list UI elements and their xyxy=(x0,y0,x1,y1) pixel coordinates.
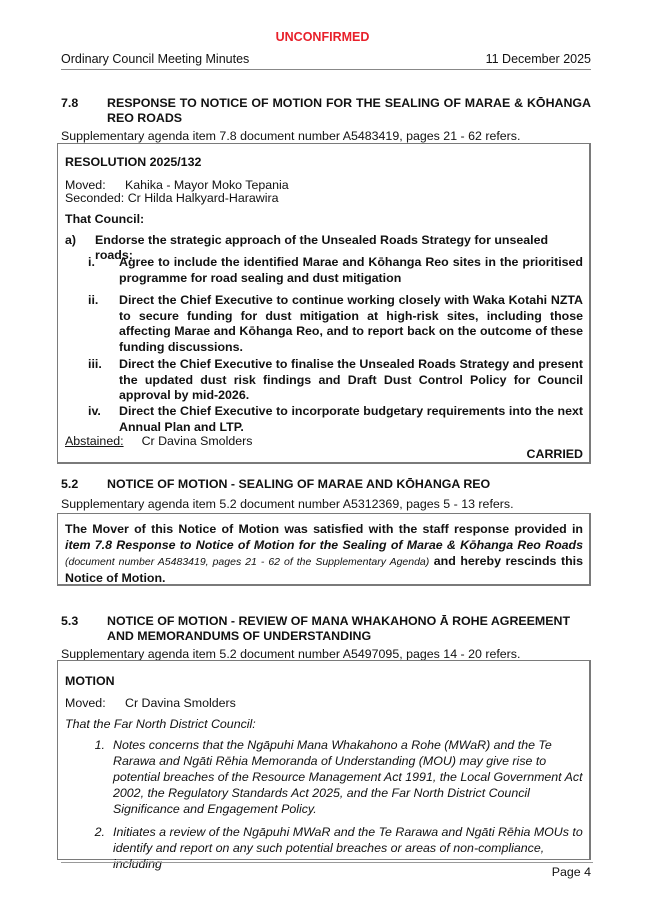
statement-document-reference: (document number A5483419, pages 21 - 62 of the Supplementary Agenda) xyxy=(65,556,430,568)
motion-item-key: 2. xyxy=(94,825,105,839)
seconded-label: Seconded: xyxy=(65,191,125,205)
section-title: NOTICE OF MOTION - REVIEW OF MANA WHAKAHONO Ā ROHE AGREEMENT AND MEMORANDUMS OF UNDERSTANDING xyxy=(107,614,571,643)
resolution-box xyxy=(57,143,591,464)
item-text: Endorse the strategic approach of the Unsealed Roads Strategy for unsealed roads: xyxy=(95,233,549,262)
motion-item-key: 1. xyxy=(94,738,105,752)
statement-text: and hereby rescinds this Notice of Motion. xyxy=(65,554,583,585)
unconfirmed-status-label: UNCONFIRMED xyxy=(275,30,370,44)
seconded-row xyxy=(65,191,583,206)
carried-label: CARRIED xyxy=(526,447,583,461)
subitem-key: iv. xyxy=(88,404,101,418)
section-number: 5.2 xyxy=(61,477,79,491)
moved-value: Cr Davina Smolders xyxy=(125,696,236,710)
footer-divider xyxy=(61,862,593,863)
section-5-2-reference: Supplementary agenda item 5.2 document number A5312369, pages 5 - 13 refers. xyxy=(61,497,514,511)
document-title: Ordinary Council Meeting Minutes xyxy=(61,52,250,66)
motion-heading: MOTION xyxy=(65,674,115,688)
section-number: 7.8 xyxy=(61,96,79,110)
header-divider xyxy=(61,69,591,70)
meeting-date: 11 December 2025 xyxy=(485,52,591,66)
moved-value: Kahika - Mayor Moko Tepania xyxy=(125,178,289,192)
motion-box xyxy=(57,660,591,871)
resolution-heading: RESOLUTION 2025/132 xyxy=(65,155,202,169)
motion-item xyxy=(83,737,583,817)
section-5-2-heading xyxy=(61,477,591,492)
motion-preamble: That the Far North District Council: xyxy=(65,717,256,731)
moved-row xyxy=(65,696,583,711)
subitem-key: iii. xyxy=(88,357,102,371)
resolution-subitem xyxy=(86,357,583,404)
subitem-text: Direct the Chief Executive to continue working closely with Waka Kotahi NZTA to secure funding for dust mitigation at high-risk sites, including those affecting Marae and Kōhanga Reo, and to report back on the outcome of these funding discussions. xyxy=(119,293,583,354)
section-7-8-reference: Supplementary agenda item 7.8 document number A5483419, pages 21 - 62 refers. xyxy=(61,129,521,143)
abstained-value: Cr Davina Smolders xyxy=(141,434,253,448)
rescind-statement xyxy=(65,522,583,586)
resolution-subitem xyxy=(86,404,583,435)
motion-item-text: Notes concerns that the Ngāpuhi Mana Whakahono a Rohe (MWaR) and the Te Rarawa and Ngāti Rēhia Memoranda of Understanding (MOU) may give rise to potential breaches of the Resource Management Act 1991, the Local Government Act 2002, the Regulatory Standards Act 2025, and the Far North District Council Significance and Engagement Policy. xyxy=(113,738,583,816)
subitem-key: i. xyxy=(88,255,95,269)
section-5-3-reference: Supplementary agenda item 5.2 document number A5497095, pages 14 - 20 refers. xyxy=(61,647,521,661)
subitem-text: Direct the Chief Executive to incorporate budgetary requirements into the next Annual Plan and LTP. xyxy=(119,404,583,434)
subitem-text: Agree to include the identified Marae and Kōhanga Reo sites in the prioritised programme for road sealing and dust mitigation xyxy=(119,255,583,285)
moved-label: Moved: xyxy=(65,696,106,710)
item-key: a) xyxy=(65,233,77,247)
subitem-text: Direct the Chief Executive to finalise the Unsealed Roads Strategy and present the updated dust risk findings and Draft Dust Control Policy for Council approval by mid-2026. xyxy=(119,357,583,402)
resolution-preamble: That Council: xyxy=(65,212,145,226)
section-title: RESPONSE TO NOTICE OF MOTION FOR THE SEALING OF MARAE & KŌHANGA REO ROADS xyxy=(107,96,591,125)
page-number: Page 4 xyxy=(551,865,591,879)
abstained-label: Abstained: xyxy=(65,434,124,448)
section-number: 5.3 xyxy=(61,614,79,628)
statement-text: The Mover of this Notice of Motion was satisfied with the staff response provided in xyxy=(65,522,583,536)
section-7-8-heading xyxy=(61,96,591,126)
resolution-subitem xyxy=(86,293,583,355)
seconded-value: Cr Hilda Halkyard-Harawira xyxy=(127,191,279,205)
motion-item-text: Initiates a review of the Ngāpuhi MWaR and the Te Rarawa and Ngāti Rēhia MOUs to identify and report on any such potential breaches or areas of non-compliance, including xyxy=(113,825,583,871)
rescind-statement-box xyxy=(57,513,591,586)
page-header xyxy=(61,52,591,66)
subitem-key: ii. xyxy=(88,293,99,307)
moved-label: Moved: xyxy=(65,178,106,192)
statement-item-reference: item 7.8 Response to Notice of Motion for the Sealing of Marae & Kōhanga Reo Roads xyxy=(65,537,583,552)
resolution-subitem xyxy=(86,255,583,286)
section-5-3-heading xyxy=(61,614,591,644)
section-title: NOTICE OF MOTION - SEALING OF MARAE AND KŌHANGA REO xyxy=(107,477,491,491)
